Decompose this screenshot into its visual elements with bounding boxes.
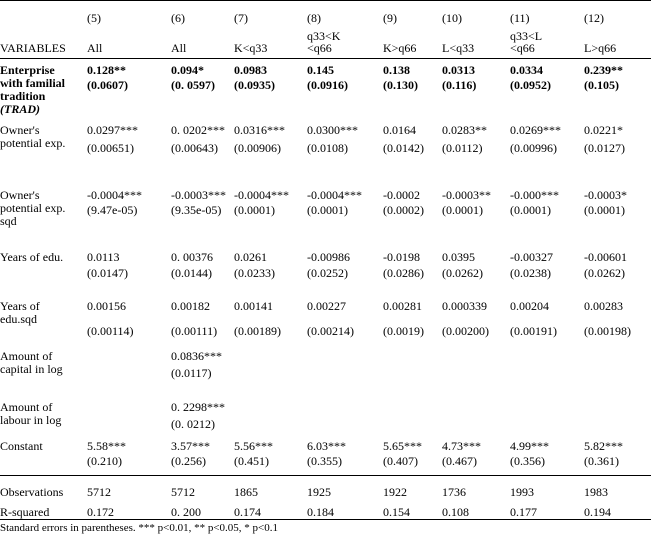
coefficient-cell: 0.0836*** bbox=[171, 349, 222, 363]
std-error-cell: (0.00191) bbox=[510, 324, 557, 338]
std-error-cell: (0.0019) bbox=[383, 324, 424, 338]
row-label: capital in log bbox=[0, 362, 63, 376]
std-error-cell: (0.00200) bbox=[442, 324, 489, 338]
coefficient-cell: 0.128** bbox=[87, 63, 126, 77]
std-error-cell: (0.0252) bbox=[307, 266, 348, 280]
observations-cell: 1736 bbox=[442, 485, 466, 499]
column-number: (10) bbox=[442, 11, 462, 25]
row-label: potential exp. bbox=[0, 136, 66, 150]
row-label: (TRAD) bbox=[0, 102, 40, 116]
row-label: sqd bbox=[0, 214, 17, 228]
observations-label: Observations bbox=[0, 485, 64, 499]
std-error-cell: (0.0144) bbox=[171, 266, 212, 280]
coefficient-cell: 5.58*** bbox=[87, 439, 126, 453]
std-error-cell: (9.35e-05) bbox=[171, 203, 222, 217]
coefficient-cell: 0.0164 bbox=[383, 123, 416, 137]
coefficient-cell: 0.0269*** bbox=[510, 123, 561, 137]
observations-cell: 5712 bbox=[171, 485, 195, 499]
std-error-cell: (0.0108) bbox=[307, 141, 348, 155]
coefficient-cell: 4.99*** bbox=[510, 439, 549, 453]
coefficient-cell: 0. 0202*** bbox=[171, 123, 225, 137]
rsquared-cell: 0.108 bbox=[442, 505, 469, 519]
column-subheader: L<q33 bbox=[442, 41, 475, 55]
coefficient-cell: 0.239** bbox=[584, 63, 623, 77]
coefficient-cell: 0.0313 bbox=[442, 63, 475, 77]
coefficient-cell: -0.00601 bbox=[584, 250, 627, 264]
coefficient-cell: -0.0003* bbox=[584, 188, 627, 202]
row-label: Owner's bbox=[0, 188, 40, 202]
column-subheader: L>q66 bbox=[584, 41, 617, 55]
std-error-cell: (0.00996) bbox=[510, 141, 557, 155]
std-error-cell: (0.00643) bbox=[171, 141, 218, 155]
header-rule bbox=[0, 58, 651, 59]
std-error-cell: (0.0262) bbox=[584, 266, 625, 280]
std-error-cell: (0.0935) bbox=[234, 78, 275, 92]
coefficient-cell: 0.0113 bbox=[87, 250, 120, 264]
std-error-cell: (0.0147) bbox=[87, 266, 128, 280]
coefficient-cell: 0.00227 bbox=[307, 299, 346, 313]
observations-cell: 1865 bbox=[234, 485, 258, 499]
std-error-cell: (0.00189) bbox=[234, 324, 281, 338]
std-error-cell: (0.451) bbox=[234, 454, 269, 468]
column-subheader: All bbox=[171, 41, 187, 55]
coefficient-cell: 0.00182 bbox=[171, 299, 210, 313]
coefficient-cell: 0.138 bbox=[383, 63, 410, 77]
observations-cell: 1925 bbox=[307, 485, 331, 499]
std-error-cell: (0.0001) bbox=[442, 203, 483, 217]
std-error-cell: (0.00198) bbox=[584, 324, 631, 338]
coefficient-cell: -0.0003** bbox=[442, 188, 491, 202]
stats-rule bbox=[0, 475, 651, 476]
rsquared-cell: 0. 200 bbox=[171, 505, 201, 519]
row-label: labour in log bbox=[0, 413, 62, 427]
variables-header: VARIABLES bbox=[0, 41, 66, 55]
coefficient-cell: 6.03*** bbox=[307, 439, 346, 453]
column-subheader: K<q33 bbox=[234, 41, 268, 55]
coefficient-cell: 3.57*** bbox=[171, 439, 210, 453]
std-error-cell: (0.00111) bbox=[171, 324, 218, 338]
coefficient-cell: 5.65*** bbox=[383, 439, 422, 453]
std-error-cell: (0.0112) bbox=[442, 141, 483, 155]
std-error-cell: (0.00906) bbox=[234, 141, 281, 155]
column-subheader: q33<L bbox=[510, 29, 543, 43]
column-subheader: <q66 bbox=[510, 41, 535, 55]
row-label: Enterprise bbox=[0, 63, 55, 77]
column-number: (8) bbox=[307, 11, 321, 25]
std-error-cell: (0.0117) bbox=[171, 366, 212, 380]
column-subheader: K>q66 bbox=[383, 41, 417, 55]
std-error-cell: (0.0286) bbox=[383, 266, 424, 280]
std-error-cell: (0.0127) bbox=[584, 141, 625, 155]
std-error-cell: (0. 0597) bbox=[171, 78, 215, 92]
std-error-cell: (0.105) bbox=[584, 78, 619, 92]
observations-cell: 1922 bbox=[383, 485, 407, 499]
coefficient-cell: 0.0261 bbox=[234, 250, 267, 264]
column-number: (7) bbox=[234, 11, 248, 25]
std-error-cell: (0.00114) bbox=[87, 324, 134, 338]
coefficient-cell: 0.000339 bbox=[442, 299, 487, 313]
row-label: with familial bbox=[0, 76, 65, 90]
bottom-rule bbox=[0, 519, 651, 520]
column-number: (11) bbox=[510, 11, 530, 25]
rsquared-cell: 0.172 bbox=[87, 505, 114, 519]
coefficient-cell: 0. 2298*** bbox=[171, 400, 225, 414]
coefficient-cell: 0.00204 bbox=[510, 299, 549, 313]
std-error-cell: (0.00214) bbox=[307, 324, 354, 338]
std-error-cell: (0.00651) bbox=[87, 141, 134, 155]
std-error-cell: (0.0001) bbox=[234, 203, 275, 217]
std-error-cell: (0.0233) bbox=[234, 266, 275, 280]
column-number: (12) bbox=[584, 11, 604, 25]
std-error-cell: (0.355) bbox=[307, 454, 342, 468]
std-error-cell: (0.0952) bbox=[510, 78, 551, 92]
row-label: tradition bbox=[0, 89, 46, 103]
std-error-cell: (0.407) bbox=[383, 454, 418, 468]
std-error-cell: (0.0238) bbox=[510, 266, 551, 280]
rsquared-cell: 0.154 bbox=[383, 505, 410, 519]
coefficient-cell: -0.00986 bbox=[307, 250, 350, 264]
row-label: Years of edu. bbox=[0, 250, 64, 264]
row-label: Amount of bbox=[0, 349, 53, 363]
coefficient-cell: 0.0300*** bbox=[307, 123, 358, 137]
std-error-cell: (0.0262) bbox=[442, 266, 483, 280]
coefficient-cell: -0.0198 bbox=[383, 250, 420, 264]
coefficient-cell: -0.0003*** bbox=[171, 188, 226, 202]
table-footnote: Standard errors in parentheses. *** p<0.01, ** p<0.05, * p<0.1 bbox=[0, 522, 278, 534]
coefficient-cell: 4.73*** bbox=[442, 439, 481, 453]
coefficient-cell: 0.0297*** bbox=[87, 123, 138, 137]
std-error-cell: (0.361) bbox=[584, 454, 619, 468]
std-error-cell: (0.0142) bbox=[383, 141, 424, 155]
std-error-cell: (0.0607) bbox=[87, 78, 128, 92]
row-label: Owner's bbox=[0, 123, 40, 137]
std-error-cell: (0.467) bbox=[442, 454, 477, 468]
std-error-cell: (9.47e-05) bbox=[87, 203, 138, 217]
column-subheader: q33<K bbox=[307, 29, 341, 43]
coefficient-cell: -0.0004*** bbox=[87, 188, 142, 202]
std-error-cell: (0.130) bbox=[383, 78, 418, 92]
std-error-cell: (0.256) bbox=[171, 454, 206, 468]
std-error-cell: (0.0001) bbox=[584, 203, 625, 217]
row-label: Constant bbox=[0, 439, 43, 453]
coefficient-cell: 0.00283 bbox=[584, 299, 623, 313]
coefficient-cell: 0.0395 bbox=[442, 250, 475, 264]
rsquared-cell: 0.177 bbox=[510, 505, 537, 519]
std-error-cell: (0.210) bbox=[87, 454, 122, 468]
column-subheader: All bbox=[87, 41, 103, 55]
std-error-cell: (0.0916) bbox=[307, 78, 348, 92]
coefficient-cell: 0.094* bbox=[171, 63, 204, 77]
row-label: edu.sqd bbox=[0, 312, 37, 326]
observations-cell: 5712 bbox=[87, 485, 111, 499]
rsquared-cell: 0.194 bbox=[584, 505, 611, 519]
coefficient-cell: 0.0221* bbox=[584, 123, 623, 137]
coefficient-cell: -0.00327 bbox=[510, 250, 553, 264]
column-number: (6) bbox=[171, 11, 185, 25]
coefficient-cell: 0.145 bbox=[307, 63, 334, 77]
std-error-cell: (0.0001) bbox=[510, 203, 551, 217]
column-number: (9) bbox=[383, 11, 397, 25]
coefficient-cell: 0.0283** bbox=[442, 123, 487, 137]
column-subheader: <q66 bbox=[307, 41, 332, 55]
coefficient-cell: 0.00156 bbox=[87, 299, 126, 313]
std-error-cell: (0. 0212) bbox=[171, 417, 215, 431]
column-number: (5) bbox=[87, 11, 101, 25]
std-error-cell: (0.116) bbox=[442, 78, 477, 92]
coefficient-cell: 0.0316*** bbox=[234, 123, 285, 137]
coefficient-cell: -0.000*** bbox=[510, 188, 559, 202]
std-error-cell: (0.0001) bbox=[307, 203, 348, 217]
observations-cell: 1983 bbox=[584, 485, 608, 499]
coefficient-cell: 0.00141 bbox=[234, 299, 273, 313]
coefficient-cell: 5.56*** bbox=[234, 439, 273, 453]
coefficient-cell: 0.0983 bbox=[234, 63, 267, 77]
row-label: Years of bbox=[0, 299, 40, 313]
row-label: potential exp. bbox=[0, 201, 66, 215]
rsquared-label: R-squared bbox=[0, 505, 50, 519]
coefficient-cell: 0. 00376 bbox=[171, 250, 213, 264]
coefficient-cell: -0.0002 bbox=[383, 188, 420, 202]
coefficient-cell: 5.82*** bbox=[584, 439, 623, 453]
std-error-cell: (0.356) bbox=[510, 454, 545, 468]
row-label: Amount of bbox=[0, 400, 53, 414]
coefficient-cell: -0.0004*** bbox=[234, 188, 289, 202]
std-error-cell: (0.0002) bbox=[383, 203, 424, 217]
top-rule bbox=[0, 0, 651, 1]
observations-cell: 1993 bbox=[510, 485, 534, 499]
coefficient-cell: 0.0334 bbox=[510, 63, 543, 77]
coefficient-cell: -0.0004*** bbox=[307, 188, 362, 202]
coefficient-cell: 0.00281 bbox=[383, 299, 422, 313]
rsquared-cell: 0.174 bbox=[234, 505, 261, 519]
rsquared-cell: 0.184 bbox=[307, 505, 334, 519]
